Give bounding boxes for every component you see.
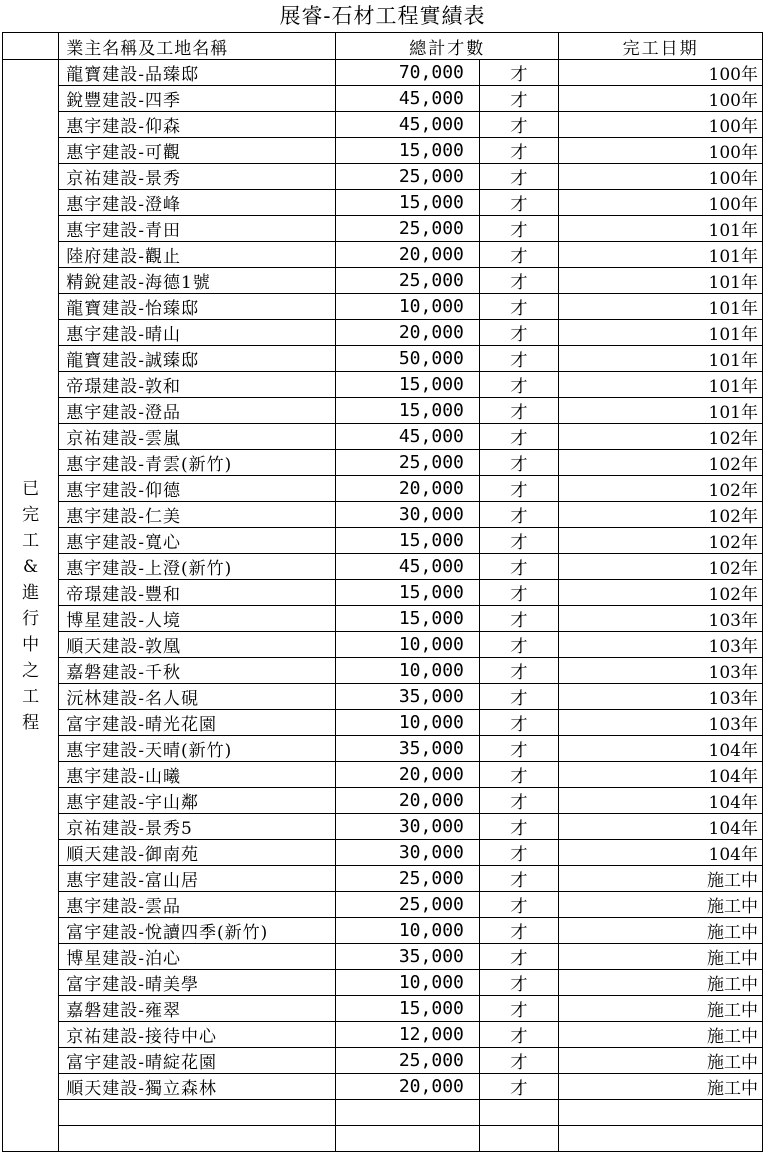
project-name-cell: 惠宇建設-寬心	[59, 528, 336, 554]
amount-cell: 45,000	[336, 554, 480, 580]
amount-cell: 12,000	[336, 1022, 480, 1048]
projects-table	[2, 32, 763, 1152]
project-name-cell: 京祐建設-接待中心	[59, 1022, 336, 1048]
table-row	[3, 632, 763, 658]
table-row	[3, 658, 763, 684]
completion-date-cell: 103年	[559, 710, 763, 736]
completion-date-cell: 施工中	[559, 1074, 763, 1100]
table-row	[3, 1048, 763, 1074]
table-row	[3, 736, 763, 762]
unit-cell: 才	[479, 450, 558, 476]
unit-cell: 才	[479, 242, 558, 268]
table-row	[3, 138, 763, 164]
project-name-cell: 惠宇建設-天晴(新竹)	[59, 736, 336, 762]
project-name-cell: 惠宇建設-澄峰	[59, 190, 336, 216]
project-name-cell: 博星建設-泊心	[59, 944, 336, 970]
completion-date-cell: 施工中	[559, 866, 763, 892]
document-title: 展睿-石材工程實績表	[279, 4, 486, 28]
unit-cell: 才	[479, 216, 558, 242]
amount-cell: 20,000	[336, 476, 480, 502]
completion-date-cell: 施工中	[559, 892, 763, 918]
project-name-cell: 嘉磐建設-雍翠	[59, 996, 336, 1022]
table-row	[3, 112, 763, 138]
table-row	[3, 970, 763, 996]
unit-cell: 才	[479, 658, 558, 684]
project-name-cell: 龍寶建設-品臻邸	[59, 60, 336, 86]
project-name-cell: 惠宇建設-澄品	[59, 398, 336, 424]
table-row	[3, 476, 763, 502]
unit-cell: 才	[479, 840, 558, 866]
project-name-cell: 銳豐建設-四季	[59, 86, 336, 112]
header-date: 完工日期	[559, 33, 763, 60]
completion-date-cell: 101年	[559, 216, 763, 242]
table-row	[3, 918, 763, 944]
amount-cell: 50,000	[336, 346, 480, 372]
project-name-cell: 惠宇建設-雲品	[59, 892, 336, 918]
project-name-cell: 惠宇建設-富山居	[59, 866, 336, 892]
table-row	[3, 424, 763, 450]
unit-cell: 才	[479, 814, 558, 840]
empty-cell	[59, 1126, 336, 1152]
amount-cell: 15,000	[336, 580, 480, 606]
completion-date-cell: 104年	[559, 736, 763, 762]
table-row	[3, 502, 763, 528]
empty-row	[3, 1126, 763, 1152]
table-row	[3, 554, 763, 580]
table-row	[3, 866, 763, 892]
project-name-cell: 惠宇建設-晴山	[59, 320, 336, 346]
empty-cell	[59, 1100, 336, 1126]
unit-cell: 才	[479, 294, 558, 320]
amount-cell: 25,000	[336, 164, 480, 190]
project-name-cell: 龍寶建設-怡臻邸	[59, 294, 336, 320]
header-row	[3, 33, 763, 60]
amount-cell: 15,000	[336, 138, 480, 164]
unit-cell: 才	[479, 1022, 558, 1048]
status-side-label	[3, 60, 59, 1152]
completion-date-cell: 施工中	[559, 1048, 763, 1074]
table-row	[3, 684, 763, 710]
table-row	[3, 242, 763, 268]
project-name-cell: 惠宇建設-青雲(新竹)	[59, 450, 336, 476]
header-blank-cell	[3, 33, 59, 60]
amount-cell: 30,000	[336, 840, 480, 866]
table-row	[3, 528, 763, 554]
amount-cell: 25,000	[336, 892, 480, 918]
completion-date-cell: 101年	[559, 346, 763, 372]
amount-cell: 15,000	[336, 398, 480, 424]
side-char: &	[23, 556, 39, 577]
header-total: 總計才數	[336, 33, 559, 60]
completion-date-cell: 施工中	[559, 944, 763, 970]
unit-cell: 才	[479, 736, 558, 762]
table-row	[3, 1074, 763, 1100]
amount-cell: 35,000	[336, 736, 480, 762]
amount-cell: 15,000	[336, 996, 480, 1022]
table-row	[3, 1022, 763, 1048]
completion-date-cell: 101年	[559, 242, 763, 268]
completion-date-cell: 100年	[559, 190, 763, 216]
completion-date-cell: 100年	[559, 86, 763, 112]
table-row	[3, 60, 763, 86]
project-name-cell: 帝璟建設-豐和	[59, 580, 336, 606]
table-row	[3, 398, 763, 424]
project-name-cell: 富宇建設-晴光花園	[59, 710, 336, 736]
amount-cell: 10,000	[336, 970, 480, 996]
completion-date-cell: 101年	[559, 372, 763, 398]
unit-cell: 才	[479, 424, 558, 450]
unit-cell: 才	[479, 918, 558, 944]
unit-cell: 才	[479, 190, 558, 216]
unit-cell: 才	[479, 892, 558, 918]
unit-cell: 才	[479, 60, 558, 86]
project-name-cell: 惠宇建設-上澄(新竹)	[59, 554, 336, 580]
completion-date-cell: 102年	[559, 502, 763, 528]
amount-cell: 45,000	[336, 86, 480, 112]
unit-cell: 才	[479, 944, 558, 970]
side-char: 工	[22, 530, 40, 551]
unit-cell: 才	[479, 684, 558, 710]
project-name-cell: 京祐建設-景秀5	[59, 814, 336, 840]
unit-cell: 才	[479, 554, 558, 580]
empty-cell	[479, 1126, 558, 1152]
table-row	[3, 762, 763, 788]
amount-cell: 70,000	[336, 60, 480, 86]
unit-cell: 才	[479, 788, 558, 814]
table-row	[3, 606, 763, 632]
unit-cell: 才	[479, 606, 558, 632]
project-name-cell: 惠宇建設-山曦	[59, 762, 336, 788]
completion-date-cell: 104年	[559, 788, 763, 814]
unit-cell: 才	[479, 866, 558, 892]
table-row	[3, 944, 763, 970]
project-name-cell: 富宇建設-晴美學	[59, 970, 336, 996]
amount-cell: 15,000	[336, 190, 480, 216]
unit-cell: 才	[479, 476, 558, 502]
table-row	[3, 710, 763, 736]
project-name-cell: 惠宇建設-可觀	[59, 138, 336, 164]
project-name-cell: 惠宇建設-仰森	[59, 112, 336, 138]
completion-date-cell: 104年	[559, 814, 763, 840]
completion-date-cell: 施工中	[559, 970, 763, 996]
completion-date-cell: 102年	[559, 580, 763, 606]
amount-cell: 25,000	[336, 866, 480, 892]
header-name: 業主名稱及工地名稱	[59, 33, 336, 60]
project-name-cell: 順天建設-御南苑	[59, 840, 336, 866]
amount-cell: 30,000	[336, 814, 480, 840]
project-name-cell: 京祐建設-景秀	[59, 164, 336, 190]
completion-date-cell: 103年	[559, 684, 763, 710]
unit-cell: 才	[479, 1048, 558, 1074]
side-char: 程	[22, 712, 40, 733]
amount-cell: 10,000	[336, 658, 480, 684]
empty-row	[3, 1100, 763, 1126]
table-row	[3, 346, 763, 372]
amount-cell: 20,000	[336, 762, 480, 788]
empty-cell	[336, 1100, 480, 1126]
amount-cell: 25,000	[336, 450, 480, 476]
table-row	[3, 788, 763, 814]
project-name-cell: 博星建設-人境	[59, 606, 336, 632]
completion-date-cell: 102年	[559, 450, 763, 476]
unit-cell: 才	[479, 970, 558, 996]
unit-cell: 才	[479, 112, 558, 138]
table-row	[3, 86, 763, 112]
table-row	[3, 190, 763, 216]
side-char: 進	[22, 582, 40, 603]
completion-date-cell: 104年	[559, 840, 763, 866]
project-name-cell: 富宇建設-晴綻花園	[59, 1048, 336, 1074]
completion-date-cell: 101年	[559, 294, 763, 320]
unit-cell: 才	[479, 164, 558, 190]
empty-cell	[559, 1100, 763, 1126]
side-char: 行	[22, 608, 40, 629]
completion-date-cell: 104年	[559, 762, 763, 788]
completion-date-cell: 101年	[559, 268, 763, 294]
completion-date-cell: 100年	[559, 60, 763, 86]
completion-date-cell: 施工中	[559, 918, 763, 944]
completion-date-cell: 100年	[559, 164, 763, 190]
project-name-cell: 富宇建設-悅讀四季(新竹)	[59, 918, 336, 944]
amount-cell: 45,000	[336, 424, 480, 450]
project-name-cell: 嘉磐建設-千秋	[59, 658, 336, 684]
project-name-cell: 精銳建設-海德1號	[59, 268, 336, 294]
completion-date-cell: 100年	[559, 112, 763, 138]
project-name-cell: 帝璟建設-敦和	[59, 372, 336, 398]
unit-cell: 才	[479, 138, 558, 164]
amount-cell: 20,000	[336, 788, 480, 814]
unit-cell: 才	[479, 268, 558, 294]
unit-cell: 才	[479, 398, 558, 424]
side-char: 之	[22, 660, 40, 681]
empty-cell	[559, 1126, 763, 1152]
completion-date-cell: 103年	[559, 632, 763, 658]
project-name-cell: 龍寶建設-誠臻邸	[59, 346, 336, 372]
unit-cell: 才	[479, 710, 558, 736]
completion-date-cell: 103年	[559, 658, 763, 684]
amount-cell: 10,000	[336, 918, 480, 944]
amount-cell: 15,000	[336, 528, 480, 554]
amount-cell: 30,000	[336, 502, 480, 528]
side-char: 工	[22, 686, 40, 707]
amount-cell: 10,000	[336, 710, 480, 736]
unit-cell: 才	[479, 86, 558, 112]
unit-cell: 才	[479, 320, 558, 346]
completion-date-cell: 102年	[559, 528, 763, 554]
side-char: 中	[22, 634, 40, 655]
project-name-cell: 惠宇建設-仁美	[59, 502, 336, 528]
completion-date-cell: 101年	[559, 320, 763, 346]
unit-cell: 才	[479, 528, 558, 554]
project-name-cell: 沅林建設-名人硯	[59, 684, 336, 710]
amount-cell: 35,000	[336, 684, 480, 710]
unit-cell: 才	[479, 580, 558, 606]
project-name-cell: 順天建設-敦凰	[59, 632, 336, 658]
table-row	[3, 320, 763, 346]
side-char: 完	[22, 504, 40, 525]
project-name-cell: 惠宇建設-青田	[59, 216, 336, 242]
project-name-cell: 惠宇建設-宇山鄰	[59, 788, 336, 814]
completion-date-cell: 102年	[559, 476, 763, 502]
table-row	[3, 216, 763, 242]
completion-date-cell: 103年	[559, 606, 763, 632]
table-row	[3, 372, 763, 398]
project-name-cell: 順天建設-獨立森林	[59, 1074, 336, 1100]
table-row	[3, 450, 763, 476]
completion-date-cell: 102年	[559, 424, 763, 450]
amount-cell: 20,000	[336, 320, 480, 346]
amount-cell: 25,000	[336, 216, 480, 242]
unit-cell: 才	[479, 502, 558, 528]
table-row	[3, 164, 763, 190]
amount-cell: 10,000	[336, 632, 480, 658]
completion-date-cell: 101年	[559, 398, 763, 424]
amount-cell: 45,000	[336, 112, 480, 138]
amount-cell: 35,000	[336, 944, 480, 970]
table-row	[3, 814, 763, 840]
project-name-cell: 陸府建設-觀止	[59, 242, 336, 268]
project-name-cell: 京祐建設-雲嵐	[59, 424, 336, 450]
project-name-cell: 惠宇建設-仰德	[59, 476, 336, 502]
amount-cell: 20,000	[336, 242, 480, 268]
completion-date-cell: 100年	[559, 138, 763, 164]
amount-cell: 15,000	[336, 606, 480, 632]
unit-cell: 才	[479, 372, 558, 398]
empty-cell	[336, 1126, 480, 1152]
amount-cell: 20,000	[336, 1074, 480, 1100]
amount-cell: 15,000	[336, 372, 480, 398]
table-row	[3, 294, 763, 320]
unit-cell: 才	[479, 996, 558, 1022]
unit-cell: 才	[479, 632, 558, 658]
unit-cell: 才	[479, 346, 558, 372]
completion-date-cell: 102年	[559, 554, 763, 580]
table-row	[3, 580, 763, 606]
completion-date-cell: 施工中	[559, 1022, 763, 1048]
amount-cell: 25,000	[336, 268, 480, 294]
side-char: 已	[22, 478, 40, 499]
completion-date-cell: 施工中	[559, 996, 763, 1022]
table-row	[3, 892, 763, 918]
unit-cell: 才	[479, 762, 558, 788]
table-row	[3, 268, 763, 294]
empty-cell	[479, 1100, 558, 1126]
amount-cell: 25,000	[336, 1048, 480, 1074]
amount-cell: 10,000	[336, 294, 480, 320]
table-row	[3, 996, 763, 1022]
table-row	[3, 840, 763, 866]
unit-cell: 才	[479, 1074, 558, 1100]
